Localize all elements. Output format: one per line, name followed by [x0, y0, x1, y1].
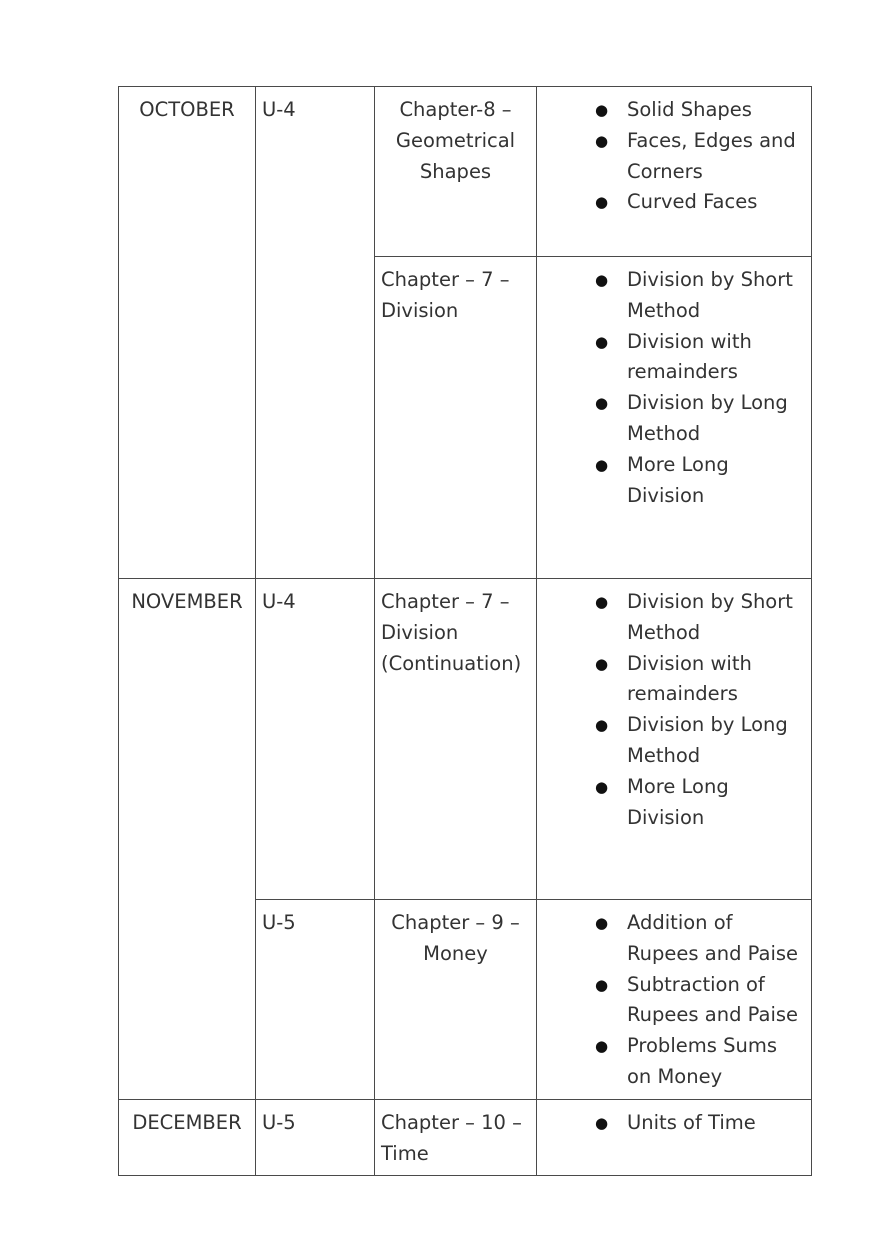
bullet-icon: ●: [595, 101, 609, 119]
bullet-icon: ●: [595, 394, 609, 413]
topic-text: Addition of Rupees and Paise: [627, 911, 799, 965]
topic-text: Curved Faces: [627, 190, 758, 214]
month-cell-october: OCTOBER: [119, 87, 256, 579]
list-item: [543, 388, 805, 450]
unit-cell: U-5: [256, 900, 375, 1100]
list-item: [543, 587, 805, 649]
topic-text: Division with remainders: [627, 329, 752, 384]
unit-cell-october: U-4: [256, 87, 375, 579]
topic-text: Problems Sums on Money: [627, 1034, 777, 1088]
topic-list: [543, 1108, 805, 1139]
bullet-icon: ●: [595, 975, 609, 994]
chapter-cell: Chapter – 7 – Division (Continuation): [375, 579, 537, 900]
unit-cell: U-4: [256, 579, 375, 900]
list-item: [543, 450, 805, 512]
syllabus-table: [118, 86, 812, 1176]
topics-cell: [537, 579, 812, 900]
list-item: [543, 327, 805, 389]
chapter-cell: Chapter – 7 – Division: [375, 257, 537, 579]
list-item: [543, 970, 805, 1032]
chapter-cell: Chapter-8 – Geometrical Shapes: [375, 87, 537, 257]
topic-list: [543, 95, 805, 218]
list-item: [543, 710, 805, 772]
topic-text: Division by Short Method: [627, 268, 793, 322]
bullet-icon: ●: [595, 654, 609, 673]
bullet-icon: ●: [595, 777, 609, 796]
list-item: [543, 1031, 805, 1093]
topics-cell: [537, 257, 812, 579]
chapter-cell: Chapter – 10 – Time: [375, 1099, 537, 1176]
list-item: [543, 95, 805, 126]
topic-list: [543, 265, 805, 511]
bullet-icon: ●: [595, 914, 609, 932]
topic-text: Division by Long Method: [627, 713, 788, 767]
list-item: [543, 772, 805, 834]
list-item: [543, 1108, 805, 1139]
table-row: [119, 579, 812, 900]
bullet-icon: ●: [595, 193, 609, 212]
table-row: [119, 87, 812, 257]
topic-text: More Long Division: [627, 774, 729, 829]
topic-text: Solid Shapes: [627, 98, 752, 121]
topics-cell: [537, 900, 812, 1100]
list-item: [543, 126, 805, 188]
topic-text: Division by Short Method: [627, 590, 793, 644]
topics-cell: [537, 1099, 812, 1176]
month-cell-november: NOVEMBER: [119, 579, 256, 1100]
topic-text: Faces, Edges and Corners: [627, 128, 796, 183]
bullet-icon: ●: [595, 271, 609, 289]
bullet-icon: ●: [595, 716, 609, 735]
list-item: [543, 908, 805, 970]
bullet-icon: ●: [595, 593, 609, 611]
list-item: [543, 187, 805, 218]
bullet-icon: ●: [595, 332, 609, 351]
list-item: [543, 649, 805, 711]
bullet-icon: ●: [595, 455, 609, 474]
topic-list: [543, 587, 805, 833]
topic-list: [543, 908, 805, 1093]
month-cell-december: DECEMBER: [119, 1099, 256, 1176]
topics-cell: [537, 87, 812, 257]
topic-text: Division by Long Method: [627, 391, 788, 445]
topic-text: Subtraction of Rupees and Paise: [627, 972, 799, 1027]
topic-text: More Long Division: [627, 452, 729, 507]
topic-text: Units of Time: [627, 1110, 756, 1134]
list-item: [543, 265, 805, 327]
bullet-icon: ●: [595, 1037, 609, 1056]
topic-text: Division with remainders: [627, 651, 752, 706]
unit-cell: U-5: [256, 1099, 375, 1176]
bullet-icon: ●: [595, 1113, 609, 1132]
chapter-cell: Chapter – 9 – Money: [375, 900, 537, 1100]
bullet-icon: ●: [595, 131, 609, 150]
table-row: [119, 1099, 812, 1176]
